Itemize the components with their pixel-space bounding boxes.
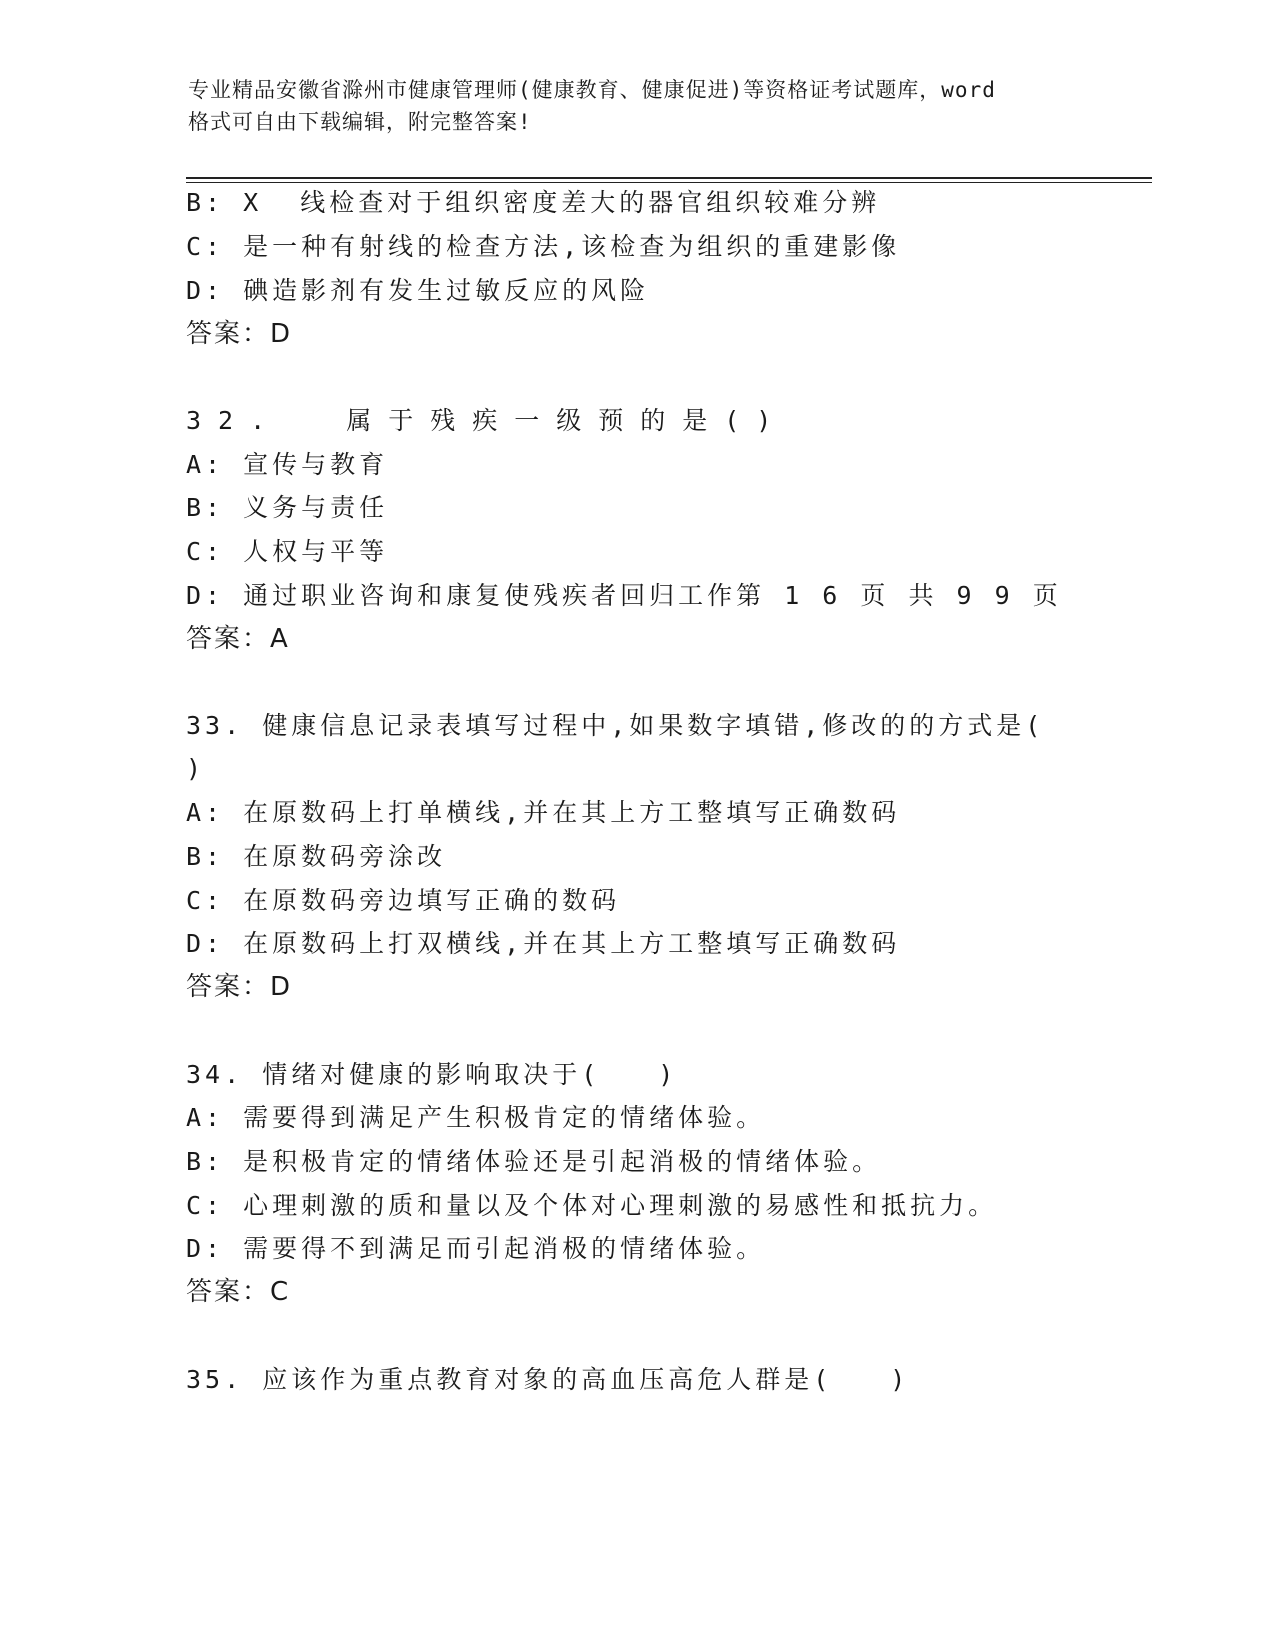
q34-stem: 34. 情绪对健康的影响取决于( ) xyxy=(186,1060,678,1089)
q33-stem-line-2: ) xyxy=(186,754,206,783)
header-divider-thin xyxy=(186,182,1152,183)
q34-answer: 答案：C xyxy=(186,1277,291,1307)
q33-stem-line-1: 33. 健康信息记录表填写过程中,如果数字填错,修改的的方式是( xyxy=(186,711,1045,740)
q34-option-a: A: 需要得到满足产生积极肯定的情绪体验。 xyxy=(186,1103,766,1132)
q33-option-a: A: 在原数码上打单横线,并在其上方工整填写正确数码 xyxy=(186,798,901,827)
q31-option-c: C: 是一种有射线的检查方法,该检查为组织的重建影像 xyxy=(186,232,901,261)
q34-option-d: D: 需要得不到满足而引起消极的情绪体验。 xyxy=(186,1234,766,1263)
q32-option-c: C: 人权与平等 xyxy=(186,537,389,566)
q34-option-c: C: 心理刺激的质和量以及个体对心理刺激的易感性和抵抗力。 xyxy=(186,1191,998,1220)
q34-option-b: B: 是积极肯定的情绪体验还是引起消极的情绪体验。 xyxy=(186,1147,882,1176)
header-line-1: 专业精品安徽省滁州市健康管理师(健康教育、健康促进)等资格证考试题库，word xyxy=(188,78,996,102)
q35-stem: 35. 应该作为重点教育对象的高血压高危人群是( ) xyxy=(186,1365,910,1394)
q32-option-b: B: 义务与责任 xyxy=(186,493,389,522)
q31-answer: 答案：D xyxy=(186,319,293,349)
q31-option-d: D: 碘造影剂有发生过敏反应的风险 xyxy=(186,276,650,305)
q31-option-b: B: X 线检查对于组织密度差大的器官组织较难分辨 xyxy=(186,188,881,217)
q32-answer: 答案：A xyxy=(186,624,290,654)
q33-option-c: C: 在原数码旁边填写正确的数码 xyxy=(186,886,621,915)
q33-answer: 答案：D xyxy=(186,972,293,1002)
q33-option-b: B: 在原数码旁涂改 xyxy=(186,842,447,871)
q33-option-d: D: 在原数码上打双横线,并在其上方工整填写正确数码 xyxy=(186,929,901,958)
header-line-2: 格式可自由下载编辑，附完整答案! xyxy=(188,110,532,134)
document-header xyxy=(188,74,1088,138)
q32-option-d: D: 通过职业咨询和康复使残疾者回归工作第 1 6 页 共 9 9 页 xyxy=(186,581,1062,610)
header-divider-thick xyxy=(186,177,1152,179)
q32-option-a: A: 宣传与教育 xyxy=(186,450,389,479)
q32-stem: 32. 属于残疾一级预的是() xyxy=(186,406,789,435)
